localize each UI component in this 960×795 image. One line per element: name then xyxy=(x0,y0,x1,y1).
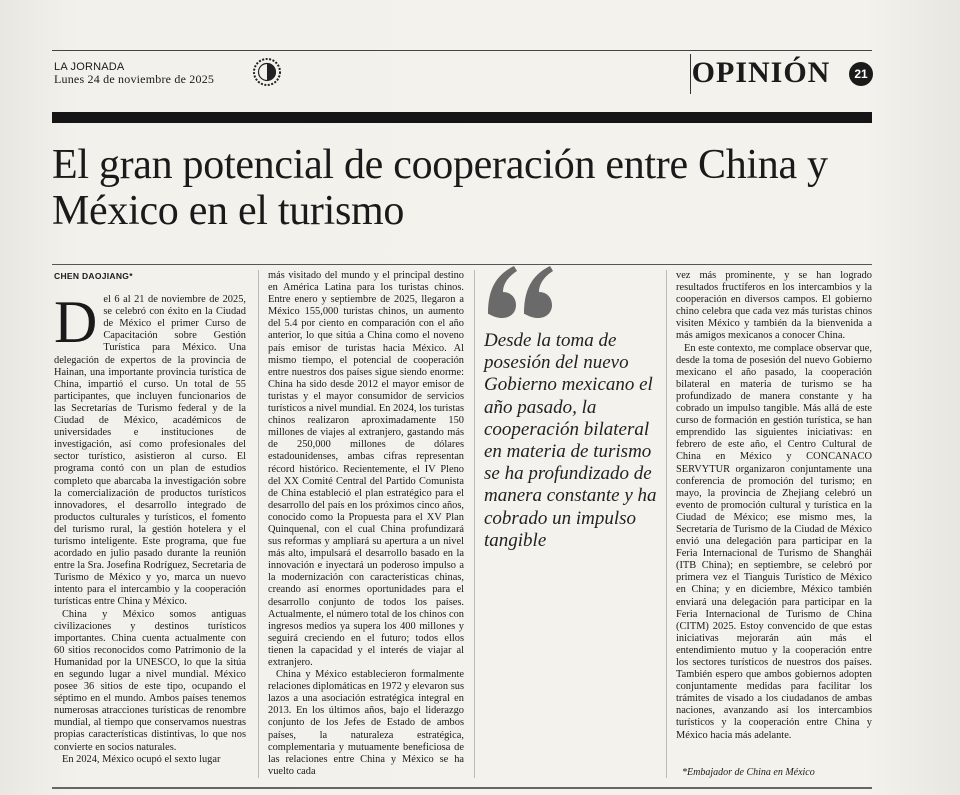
paragraph: China y México establecieron formalmente relaciones diplomáticas en 1972 y elevaron sus lazos a una asociación estratégica integral en 2013. En los últimos años, bajo el liderazgo conjunto de los Jefes de Estado de ambos países, la naturaleza estratégica, complementaria y mutuamente beneficiosa de las relaciones entre China y México se ha vuelto cada xyxy=(268,669,464,777)
section-header xyxy=(690,54,882,94)
paper-name: LA JORNADA xyxy=(54,61,125,73)
article-column-4 xyxy=(676,270,872,742)
pull-quote: Desde la toma de posesión del nuevo Gobierno mexicano el año pasado, la cooperación bilateral en materia de turismo se ha profundizado de manera constante y ha cobrado un impulso tangible xyxy=(484,330,657,551)
article-column-1 xyxy=(54,270,246,766)
masthead xyxy=(54,61,214,85)
page-number-badge: 21 xyxy=(849,62,873,86)
paragraph: vez más prominente, y se han logrado resultados fructíferos en los intercambios y la cooperación en diversos campos. El gobierno chino celebra que cada vez más turistas chinos visiten México y también da la bienvenida a más amigos mexicanos a conocer China. xyxy=(676,270,872,342)
quote-mark-icon xyxy=(484,262,558,320)
header-bar xyxy=(52,112,872,123)
issue-date: Lunes 24 de noviembre de 2025 xyxy=(54,72,215,86)
column-divider xyxy=(258,270,259,778)
section-title: OPINIÓN xyxy=(691,56,831,89)
drop-cap: D xyxy=(54,289,98,356)
top-rule xyxy=(52,50,872,51)
article-headline: El gran potencial de cooperación entre China y México en el turismo xyxy=(52,142,828,234)
author-footnote: *Embajador de China en México xyxy=(682,767,815,778)
article-column-2 xyxy=(268,270,464,778)
paragraph: En 2024, México ocupó el sexto lugar xyxy=(62,753,221,765)
bottom-rule xyxy=(52,787,872,789)
column-divider xyxy=(666,270,667,778)
paragraph: China y México somos antiguas civilizaciones y destinos turísticos importantes. China cuenta actualmente con 60 sitios reconocidos como Patrimonio de la Humanidad por la UNESCO, lo que la sitúa en segundo lugar a nivel mundial. México posee 36 sitios de este tipo, ocupando el séptimo en el mundo. Ambos países tenemos numerosas atracciones turísticas de renombre mundial, al tiempo que conservamos nuestras propias características distintivas, lo que nos convierte en socios naturales. xyxy=(54,608,246,753)
byline: CHEN DAOJIANG* xyxy=(54,271,133,281)
paragraph: Del 6 al 21 de noviembre de 2025, se celebró con éxito en la Ciudad de México el primer Curso de Capacitación sobre Gestión Turística para México. Una delegación de expertos de la provincia de Hainan, una importante provincia turística de China, impartió el curso. Un total de 55 participantes, que incluyen funcionarios de las Secretarías de Turismo federal y de la Ciudad de México, académicos de universidades e instituciones de investigación, así como profesionales del sector turístico, asistieron al curso. El programa contó con un plan de estudios completo que abarcaba la investigación sobre la comercialización de productos turísticos innovadores, el desarrollo integrado de productos culturales y turísticos, el fomento del turismo rural, la gestión hotelera y el turismo inteligente. Este programa, que fue acordado en julio pasado durante la reunión entre la Sra. Josefina Rodríguez, Secretaria de Turismo de México y yo, marca un nuevo intento para el intercambio y la cooperación turísticas entre China y México. xyxy=(54,289,246,608)
newspaper-logo-icon xyxy=(252,57,282,87)
paragraph: más visitado del mundo y el principal destino en América Latina para los turistas chinos. Entre enero y septiembre de 2025, llegaron a México 155,000 turistas chinos, un aumento del 5.4 por ciento en comparación con el año anterior, lo que sitúa a China como el noveno país emisor de turistas hacia México. Al mismo tiempo, el potencial de cooperación entre nuestros dos países sigue siendo enorme: China ha sido desde 2012 el mayor emisor de turistas y el mayor consumidor de servicios turísticos a nivel mundial. En 2024, los turistas chinos realizaron aproximadamente 150 millones de viajes al extranjero, gastando más de 250,000 millones de dólares estadounidenses, ambas cifras representan récord histórico. Recientemente, el IV Pleno del XX Comité Central del Partido Comunista de China estableció el plan estratégico para el desarrollo del país en los próximos cinco años, conocido como la Propuesta para el XV Plan Quinquenal, con el cual China profundizará sus reformas y ampliará su apertura a un nivel más alto, impulsará el desarrollo basado en la innovación e inyectará un poderoso impulso a la modernización con características chinas, creando así enormes oportunidades para el desarrollo conjunto de todos los países. Actualmente, el número total de los chinos con ingresos medios ya supera los 400 millones y seguirá creciendo en el futuro; todos ellos tienen la capacidad y el interés de viajar al extranjero. xyxy=(268,270,464,668)
headline-rule xyxy=(52,264,872,265)
column-divider xyxy=(474,270,475,778)
paragraph: En este contexto, me complace observar que, desde la toma de posesión del nuevo Gobierno mexicano el año pasado, la cooperación bilateral en materia de turismo se ha profundizado de manera constante y ha cobrado un impulso tangible. Más allá de este curso de formación en gestión turística, se han emprendido las siguientes iniciativas: en febrero de este año, el Centro Cultural de China en México y CONCANACO SERVYTUR organizaron conjuntamente una conferencia de promoción del turismo; en mayo, la provincia de Zhejiang celebró un evento de promoción cultural y turística en la Ciudad de México; ese mismo mes, la Secretaría de Turismo de la Ciudad de México envió una delegación para participar en la Feria Internacional de Turismo de Shanghái (ITB China); en septiembre, se celebró por primera vez el Tianguis Turístico de México en China; y en diciembre, México también enviará una delegación para participar en la Feria Internacional de Turismo de China (CITM) 2025. Estoy convencido de que estas iniciativas mejorarán aún más el entendimiento mutuo y la cooperación entre los sectores turísticos de nuestros dos países. También espero que ambos gobiernos adopten conjuntamente medidas para facilitar los trámites de visado a los ciudadanos de ambas naciones, avanzando así los intercambios turísticos y la cooperación entre China y México hacia más adelante. xyxy=(676,342,872,741)
